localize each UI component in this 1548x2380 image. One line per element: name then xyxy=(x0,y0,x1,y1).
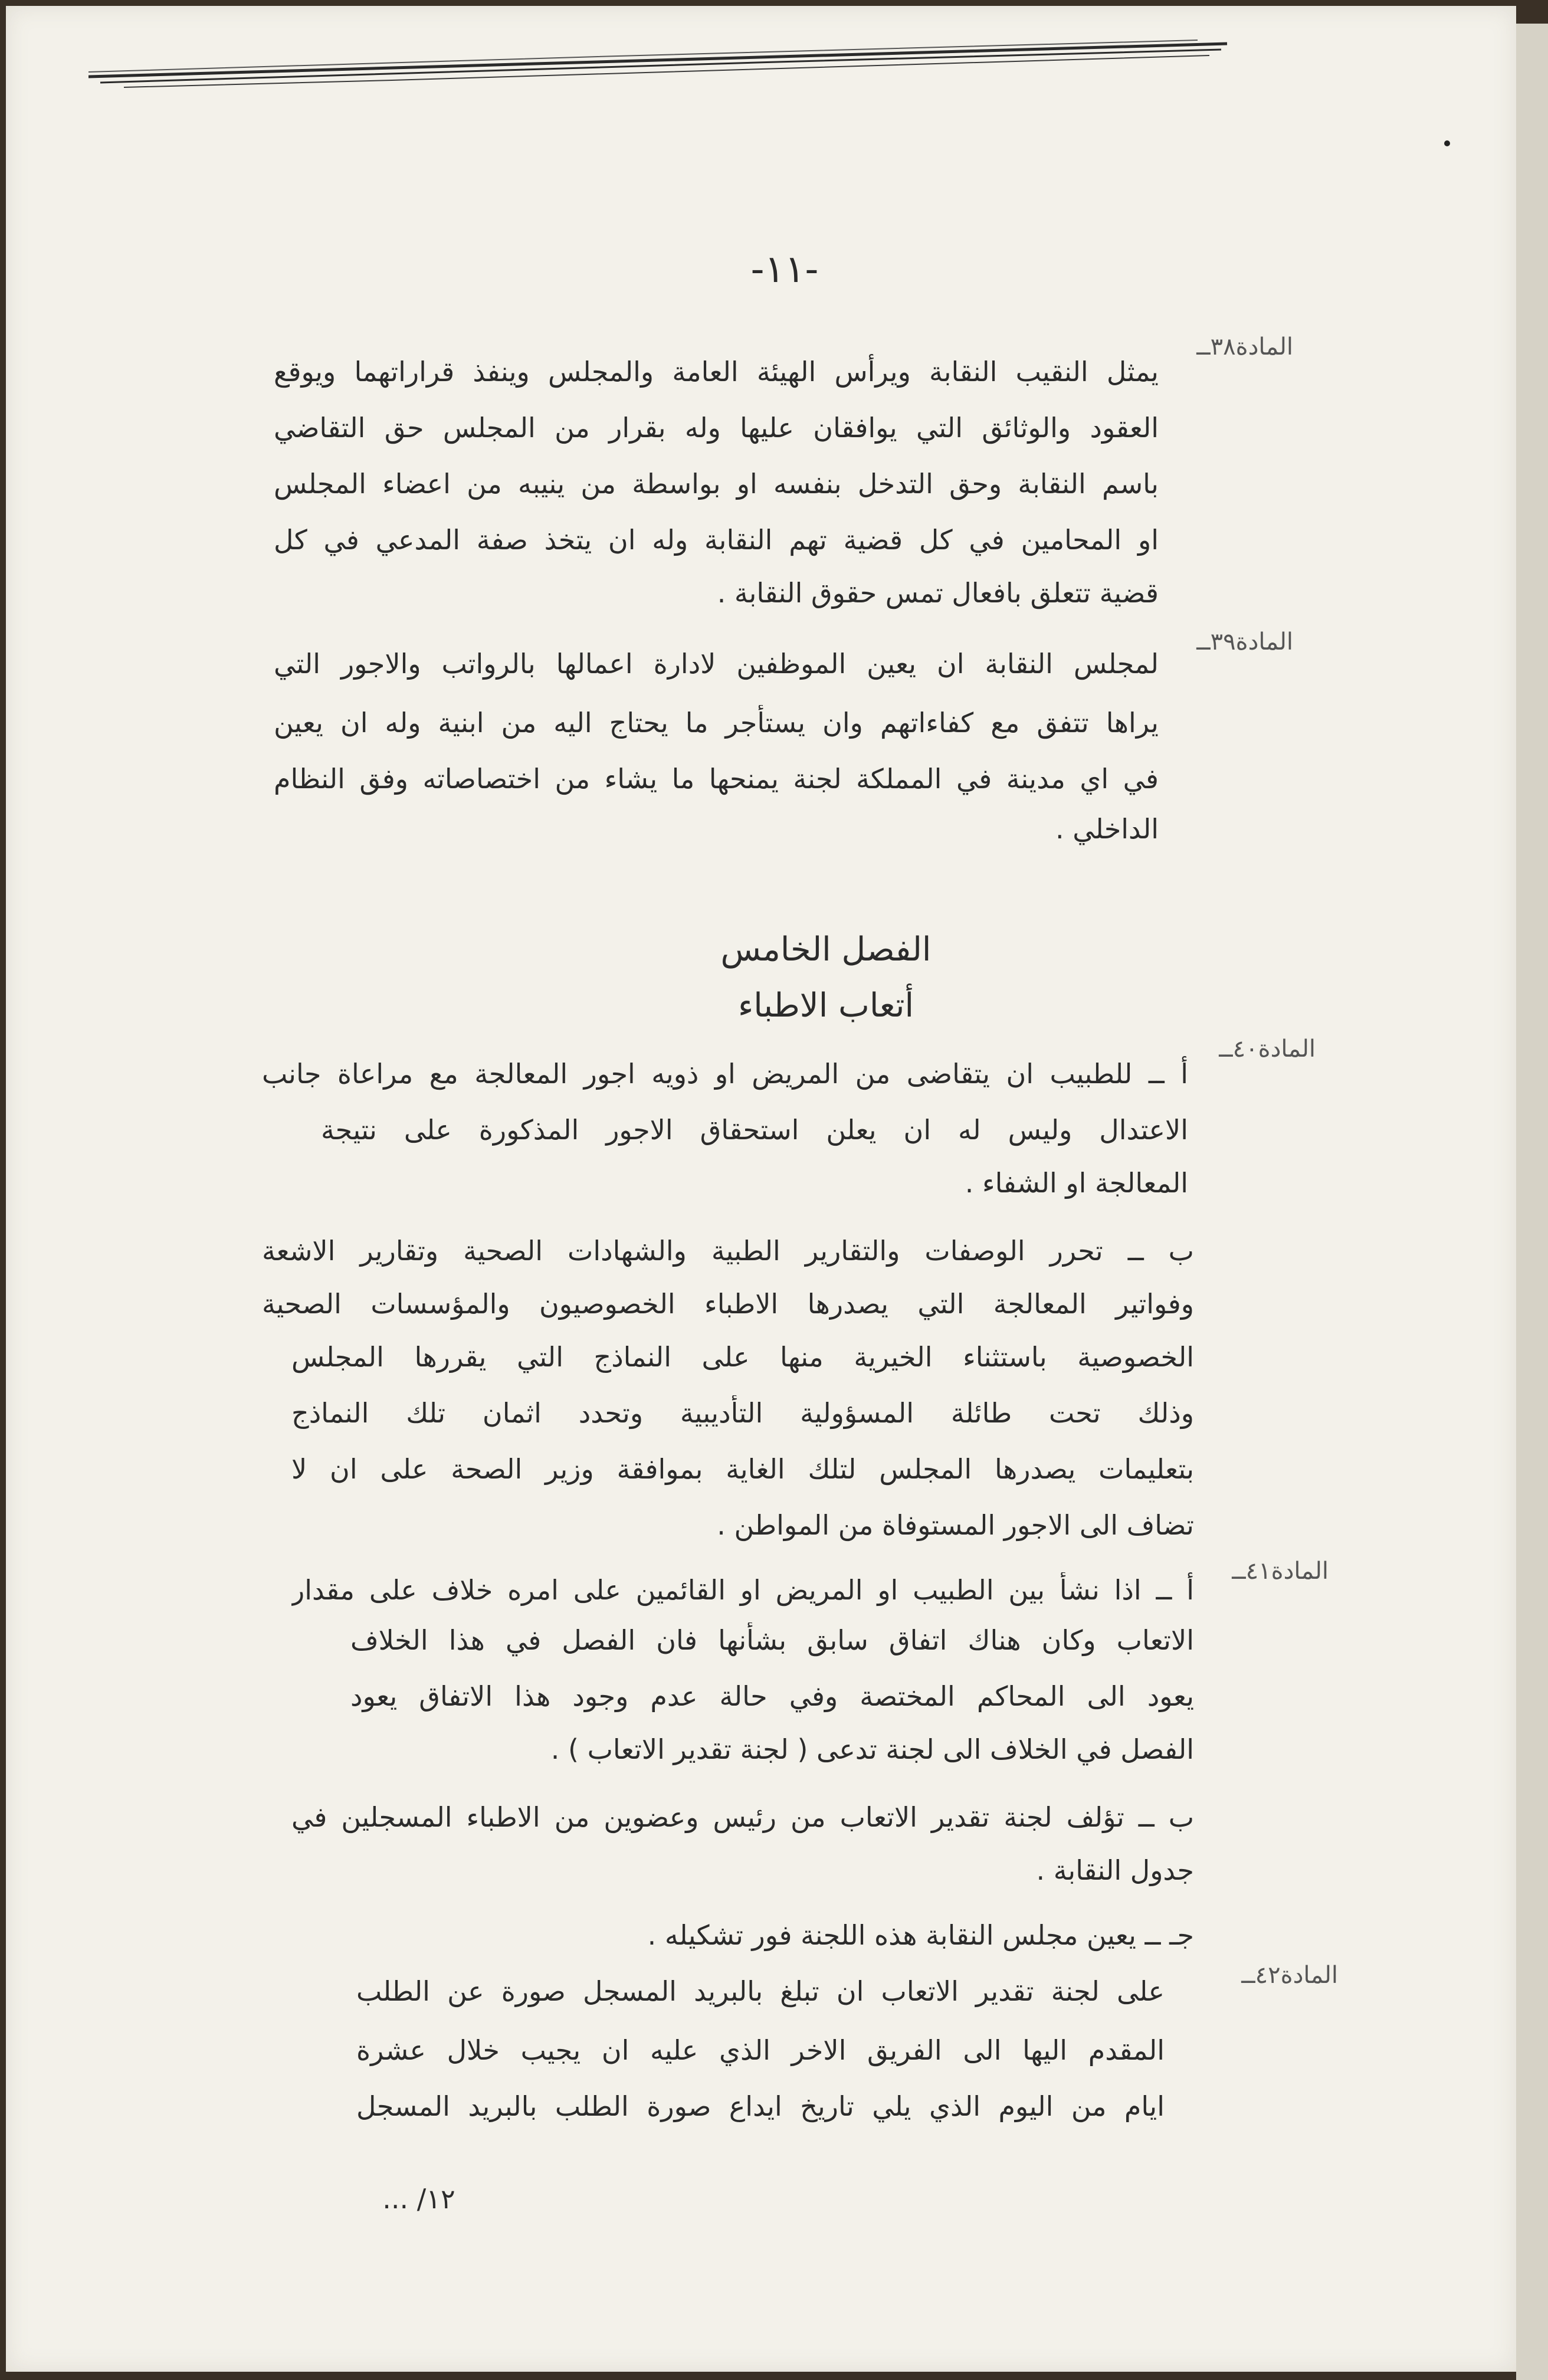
article-38-line-4: او المحامين في كل قضية تهم النقابة وله ان يتخذ صفة المدعي في كل xyxy=(274,524,1159,556)
article-40-line-7: وذلك تحت طائلة المسؤولية التأديبية وتحدد اثمان تلك النماذج xyxy=(291,1397,1194,1429)
article-39-line-3: في اي مدينة في المملكة لجنة يمنحها ما يشاء من اختصاصاته وفق النظام xyxy=(274,763,1159,795)
article-38-line-1: يمثل النقيب النقابة ويرأس الهيئة العامة والمجلس وينفذ قراراتهما ويوقع xyxy=(274,356,1159,388)
article-39-line-2: يراها تتفق مع كفاءاتهم وان يستأجر ما يحتاج اليه من ابنية وله ان يعين xyxy=(274,707,1159,739)
article-39-label: المادة٣٩ــ xyxy=(1196,628,1293,655)
page-number: -١١- xyxy=(750,248,819,291)
article-39-line-4: الداخلي . xyxy=(1055,813,1159,845)
article-42-line-3: ايام من اليوم الذي يلي تاريخ ايداع صورة الطلب بالبريد المسجل xyxy=(356,2090,1165,2122)
article-38-line-2: العقود والوثائق التي يوافقان عليها وله بقرار من المجلس حق التقاضي xyxy=(274,412,1159,444)
article-41-line-6: جدول النقابة . xyxy=(1036,1854,1194,1886)
article-40-line-2: الاعتدال وليس له ان يعلن استحقاق الاجور المذكورة على نتيجة xyxy=(321,1114,1188,1146)
article-41-line-4: الفصل في الخلاف الى لجنة تدعى ( لجنة تقدير الاتعاب ) . xyxy=(550,1733,1194,1765)
page-edge xyxy=(1516,24,1548,2380)
article-38-line-5: قضية تتعلق بافعال تمس حقوق النقابة . xyxy=(717,577,1159,609)
article-42-line-1: على لجنة تقدير الاتعاب ان تبلغ بالبريد المسجل صورة عن الطلب xyxy=(356,1975,1165,2007)
article-38-line-3: باسم النقابة وحق التدخل بنفسه او بواسطة من ينيبه من اعضاء المجلس xyxy=(274,468,1159,500)
article-41-label: المادة٤١ــ xyxy=(1232,1558,1329,1585)
article-39-line-1: لمجلس النقابة ان يعين الموظفين لادارة اعمالها بالرواتب والاجور التي xyxy=(274,648,1159,680)
ink-dot xyxy=(1444,140,1450,146)
chapter-subtitle: أتعاب الاطباء xyxy=(737,986,914,1025)
article-41-line-3: يعود الى المحاكم المختصة وفي حالة عدم وجود هذا الاتفاق يعود xyxy=(350,1680,1194,1712)
article-40-line-3: المعالجة او الشفاء . xyxy=(965,1167,1188,1199)
article-42-line-2: المقدم اليها الى الفريق الاخر الذي عليه ان يجيب خلال عشرة xyxy=(356,2034,1165,2066)
article-41-line-1: أ ــ اذا نشأ بين الطبيب او المريض او القائمين على امره خلاف على مقدار xyxy=(291,1574,1194,1606)
article-40-line-1: أ ــ للطبيب ان يتقاضى من المريض او ذويه اجور المعالجة مع مراعاة جانب xyxy=(262,1058,1188,1090)
article-40-line-9: تضاف الى الاجور المستوفاة من المواطن . xyxy=(717,1509,1194,1541)
article-40-line-5: وفواتير المعالجة التي يصدرها الاطباء الخصوصيون والمؤسسات الصحية xyxy=(262,1288,1194,1320)
article-40-label: المادة٤٠ــ xyxy=(1219,1035,1316,1063)
article-40-line-8: بتعليمات يصدرها المجلس لتلك الغاية بموافقة وزير الصحة على ان لا xyxy=(291,1453,1194,1485)
article-41-line-2: الاتعاب وكان هناك اتفاق سابق بشأنها فان الفصل في هذا الخلاف xyxy=(350,1624,1194,1656)
article-41-line-5: ب ــ تؤلف لجنة تقدير الاتعاب من رئيس وعضوين من الاطباء المسجلين في xyxy=(291,1801,1194,1833)
article-38-label: المادة٣٨ــ xyxy=(1196,333,1293,360)
article-40-line-6: الخصوصية باستثناء الخيرية منها على النماذج التي يقررها المجلس xyxy=(291,1341,1194,1373)
article-41-line-7: جـ ــ يعين مجلس النقابة هذه اللجنة فور تشكيله . xyxy=(647,1919,1194,1951)
header-rule xyxy=(88,31,1233,96)
article-42-label: المادة٤٢ــ xyxy=(1241,1962,1338,1989)
article-40-line-4: ب ــ تحرر الوصفات والتقارير الطبية والشهادات الصحية وتقارير الاشعة xyxy=(262,1235,1194,1267)
chapter-title: الفصل الخامس xyxy=(720,930,932,969)
continuation-marker: ١٢/ ... xyxy=(382,2183,455,2215)
